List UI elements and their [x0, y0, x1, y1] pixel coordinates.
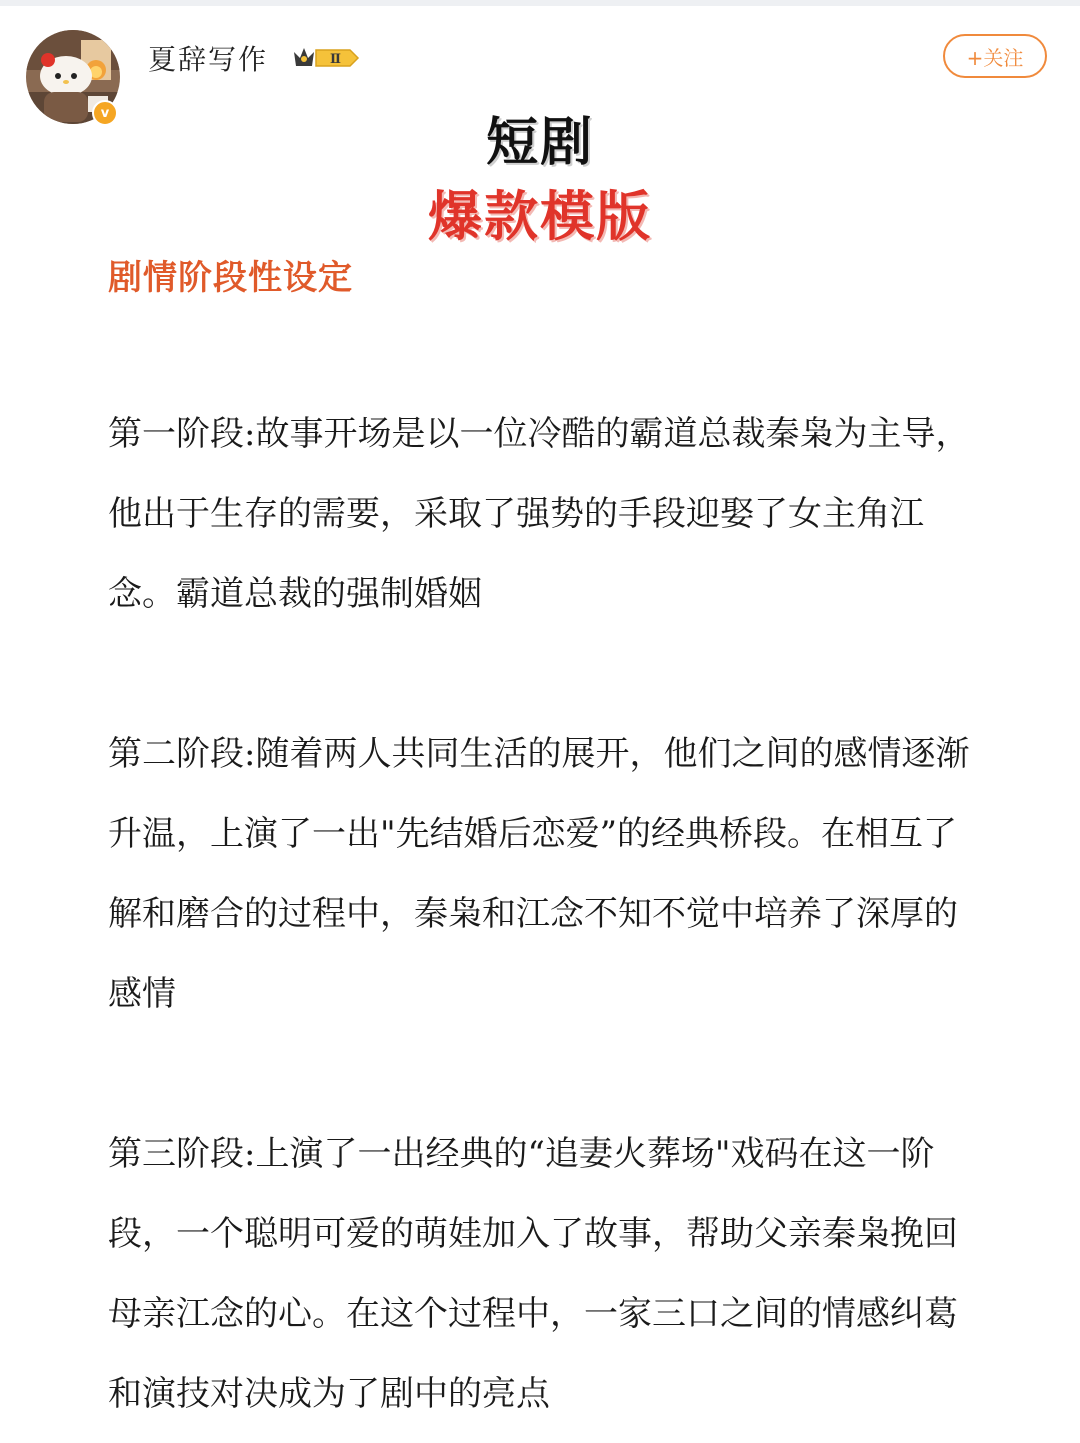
username[interactable]: 夏辞写作	[148, 43, 269, 76]
paragraph-stage-2: 第二阶段:随着两人共同生活的展开，他们之间的感情逐渐升温，上演了一出"先结婚后恋爱”的经典桥段。在相互了解和磨合的过程中，秦枭和江念不知不觉中培养了深厚的感情	[108, 734, 970, 1014]
top-strip	[0, 0, 1080, 6]
level-badge-label: Ⅱ	[330, 52, 341, 67]
paragraph-stage-1: 第一阶段:故事开场是以一位冷酷的霸道总裁秦枭为主导，他出于生存的需要，采取了强势的手段迎娶了女主角江念。霸道总裁的强制婚姻	[108, 414, 970, 614]
section-title: 剧情阶段性设定	[108, 258, 353, 298]
level-badge-icon	[290, 44, 360, 72]
paragraph-stage-3: 第三阶段:上演了一出经典的“追妻火葬场"戏码在这一阶段，一个聪明可爱的萌娃加入了故事，帮助父亲秦枭挽回母亲江念的心。在这个过程中，一家三口之间的情感纠葛和演技对决成为了剧中的亮点	[108, 1134, 958, 1414]
verified-badge-icon: v	[92, 100, 118, 126]
title-sub: 爆款模版	[428, 185, 652, 248]
title-main: 短剧	[485, 113, 594, 173]
follow-button[interactable]: +关注	[943, 34, 1047, 78]
